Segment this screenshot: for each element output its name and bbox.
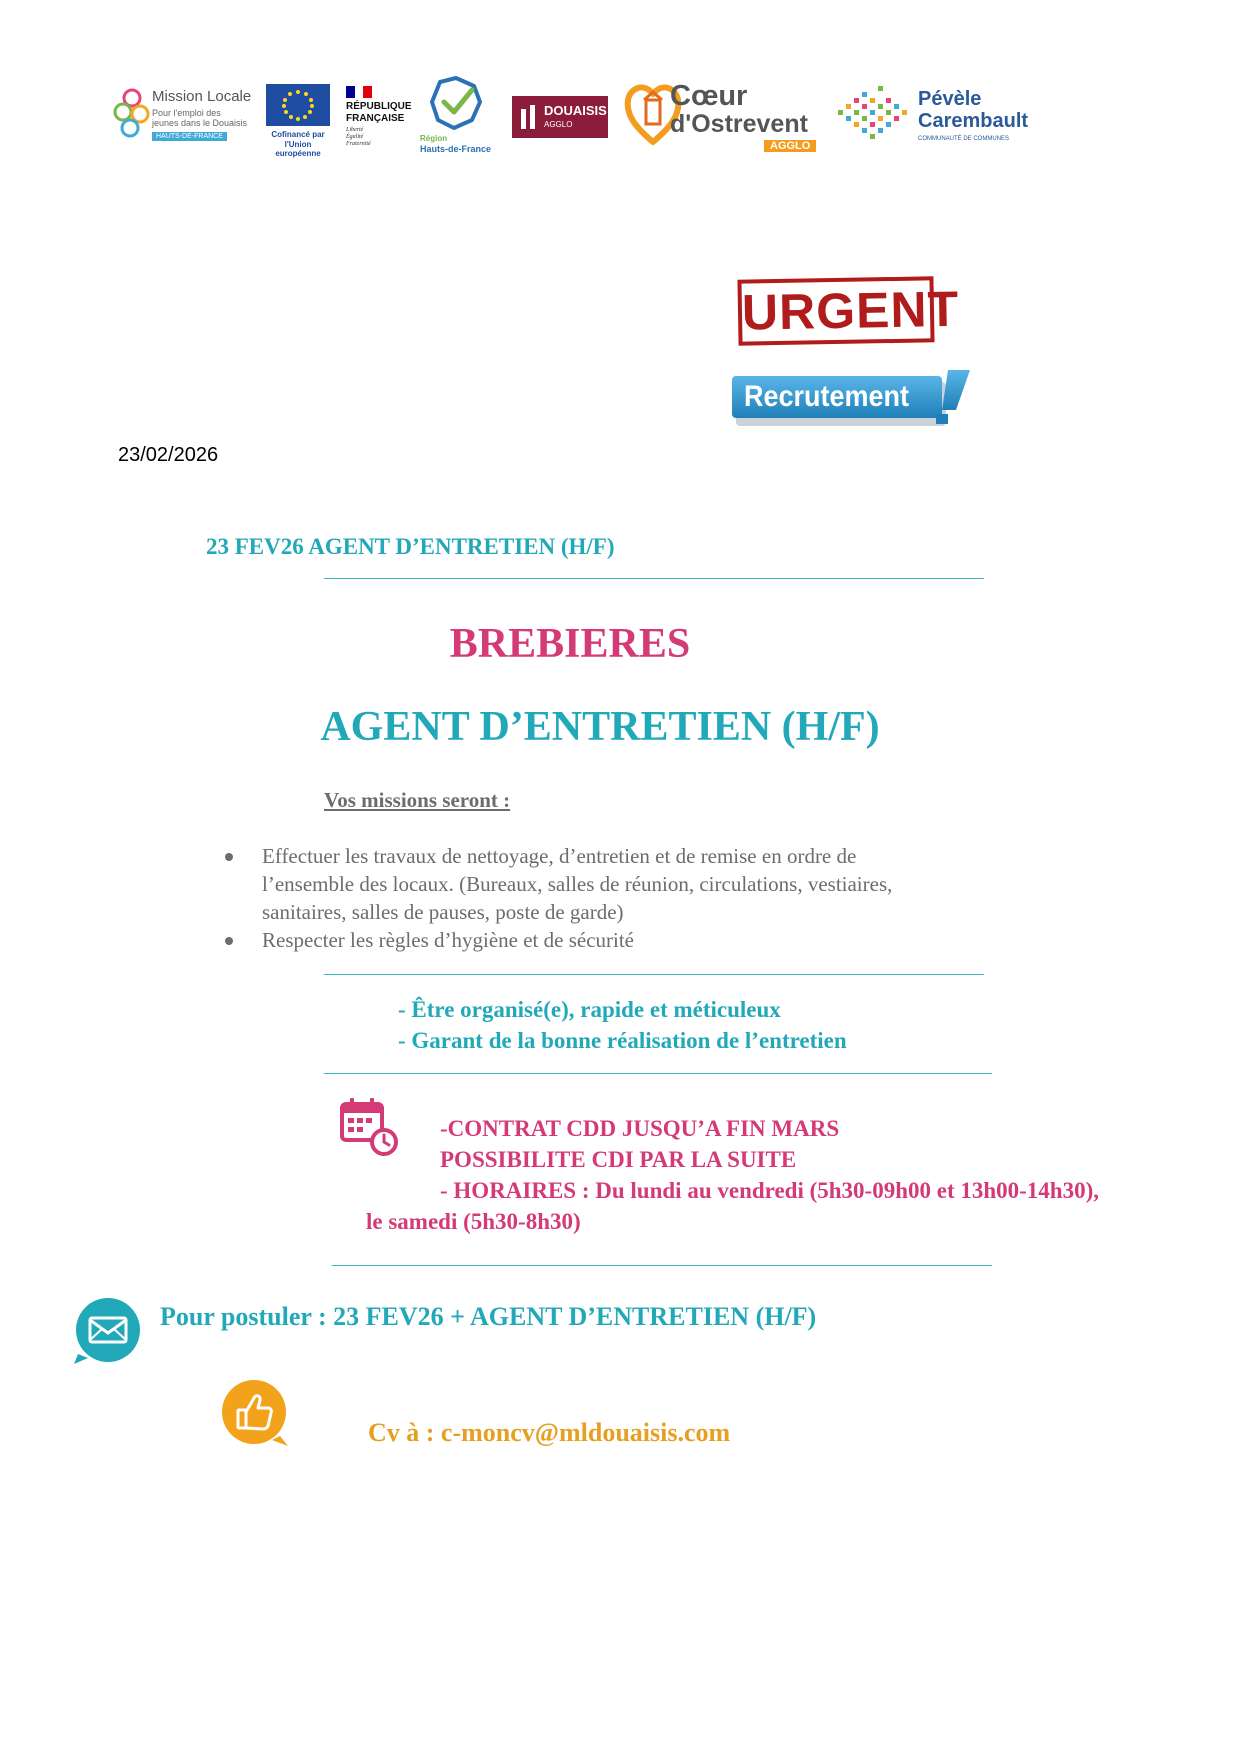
calendar-clock-icon [338, 1096, 398, 1156]
region-line1: Région [420, 134, 448, 143]
rf-motto2: Égalité [346, 134, 364, 140]
contract-line4: le samedi (5h30-8h30) [366, 1209, 581, 1234]
document-date: 23/02/2026 [118, 444, 219, 466]
region-line2: Hauts-de-France [420, 144, 492, 154]
coeur-badge: AGGLO [764, 140, 816, 152]
bullet-icon [225, 853, 233, 861]
douaisis-tower-icon [518, 103, 540, 131]
mission-item [220, 926, 980, 954]
job-title-heading: AGENT D’ENTRETIEN (H/F) [320, 704, 880, 750]
divider-4 [332, 1265, 992, 1266]
pevele-dots-icon [836, 86, 914, 148]
douaisis-line2: AGGLO [544, 120, 573, 129]
rf-line2: FRANÇAISE [346, 113, 405, 124]
douaisis-agglo-logo [512, 96, 608, 138]
pevele-carembault-logo [836, 84, 1029, 150]
douaisis-line1: DOUAISIS [544, 103, 607, 118]
pevele-line2: Carembault [918, 110, 1029, 132]
pevele-line3: COMMUNAUTÉ DE COMMUNES [918, 136, 1009, 142]
recrutement-text: Recrutement [744, 380, 910, 413]
city-heading: BREBIERES [449, 621, 691, 667]
mission-1-line2: l’ensemble des locaux. (Bureaux, salles de réunion, circulations, vestiaires, [262, 872, 893, 896]
divider-2 [324, 974, 984, 975]
mission-locale-rings-icon [112, 84, 152, 144]
apply-instruction: Pour postuler : 23 FEV26 + AGENT D’ENTRETIEN (H/F) [160, 1302, 817, 1331]
mission-1-line3: sanitaires, salles de pauses, poste de garde) [262, 900, 624, 924]
eu-caption-2: l'Union européenne [275, 140, 321, 158]
urgent-stamp: URGENT [737, 276, 934, 345]
reference-title: 23 FEV26 AGENT D’ENTRETIEN (H/F) [206, 534, 615, 559]
mission-item [220, 842, 980, 926]
mission-locale-region: HAUTS-DE-FRANCE [152, 132, 227, 141]
missions-heading: Vos missions seront : [324, 788, 511, 812]
thumbs-up-bubble-icon [218, 1378, 290, 1450]
region-hauts-de-france-logo [420, 76, 496, 156]
mission-locale-logo [112, 84, 252, 144]
marianne-flag-icon [346, 86, 372, 98]
bullet-icon [225, 937, 233, 945]
eu-flag-icon [266, 84, 330, 126]
recrutement-banner [730, 370, 976, 428]
coeur-line2: d'Ostrevent [670, 110, 808, 138]
contract-line3: - HORAIRES : Du lundi au vendredi (5h30-09h00 et 13h00-14h30), [440, 1178, 1100, 1203]
mission-1-line1: Effectuer les travaux de nettoyage, d’entretien et de remise en ordre de [262, 844, 857, 868]
divider-1 [324, 578, 984, 579]
mail-bubble-icon [72, 1296, 144, 1368]
qualities-block [398, 994, 847, 1056]
rf-line1: RÉPUBLIQUE [346, 101, 412, 112]
eu-logo [262, 84, 334, 158]
quality-item: - Garant de la bonne réalisation de l’entretien [398, 1028, 847, 1053]
coeur-ostrevent-logo [624, 76, 824, 156]
contract-line2: POSSIBILITE CDI PAR LA SUITE [440, 1147, 797, 1172]
quality-item: - Être organisé(e), rapide et méticuleux [398, 997, 781, 1022]
region-map-check-icon [426, 76, 486, 132]
eu-caption-1: Cofinancé par [271, 130, 325, 139]
mission-2-line1: Respecter les règles d’hygiène et de sécurité [262, 928, 635, 952]
rf-motto1: Liberté [346, 127, 364, 133]
pevele-line1: Pévèle [918, 88, 982, 110]
mission-locale-tagline: Pour l'emploi des jeunes dans le Douaisis [152, 108, 248, 128]
divider-3 [324, 1073, 992, 1074]
mission-locale-name: Mission Locale [152, 88, 252, 105]
coeur-line1: Cœur [670, 80, 748, 112]
contract-line1: -CONTRAT CDD JUSQU’A FIN MARS [440, 1116, 840, 1141]
missions-list [220, 842, 980, 954]
republique-francaise-logo [344, 84, 416, 154]
rf-motto3: Fraternité [346, 141, 371, 147]
cv-email[interactable]: Cv à : c-moncv@mldouaisis.com [368, 1418, 731, 1447]
